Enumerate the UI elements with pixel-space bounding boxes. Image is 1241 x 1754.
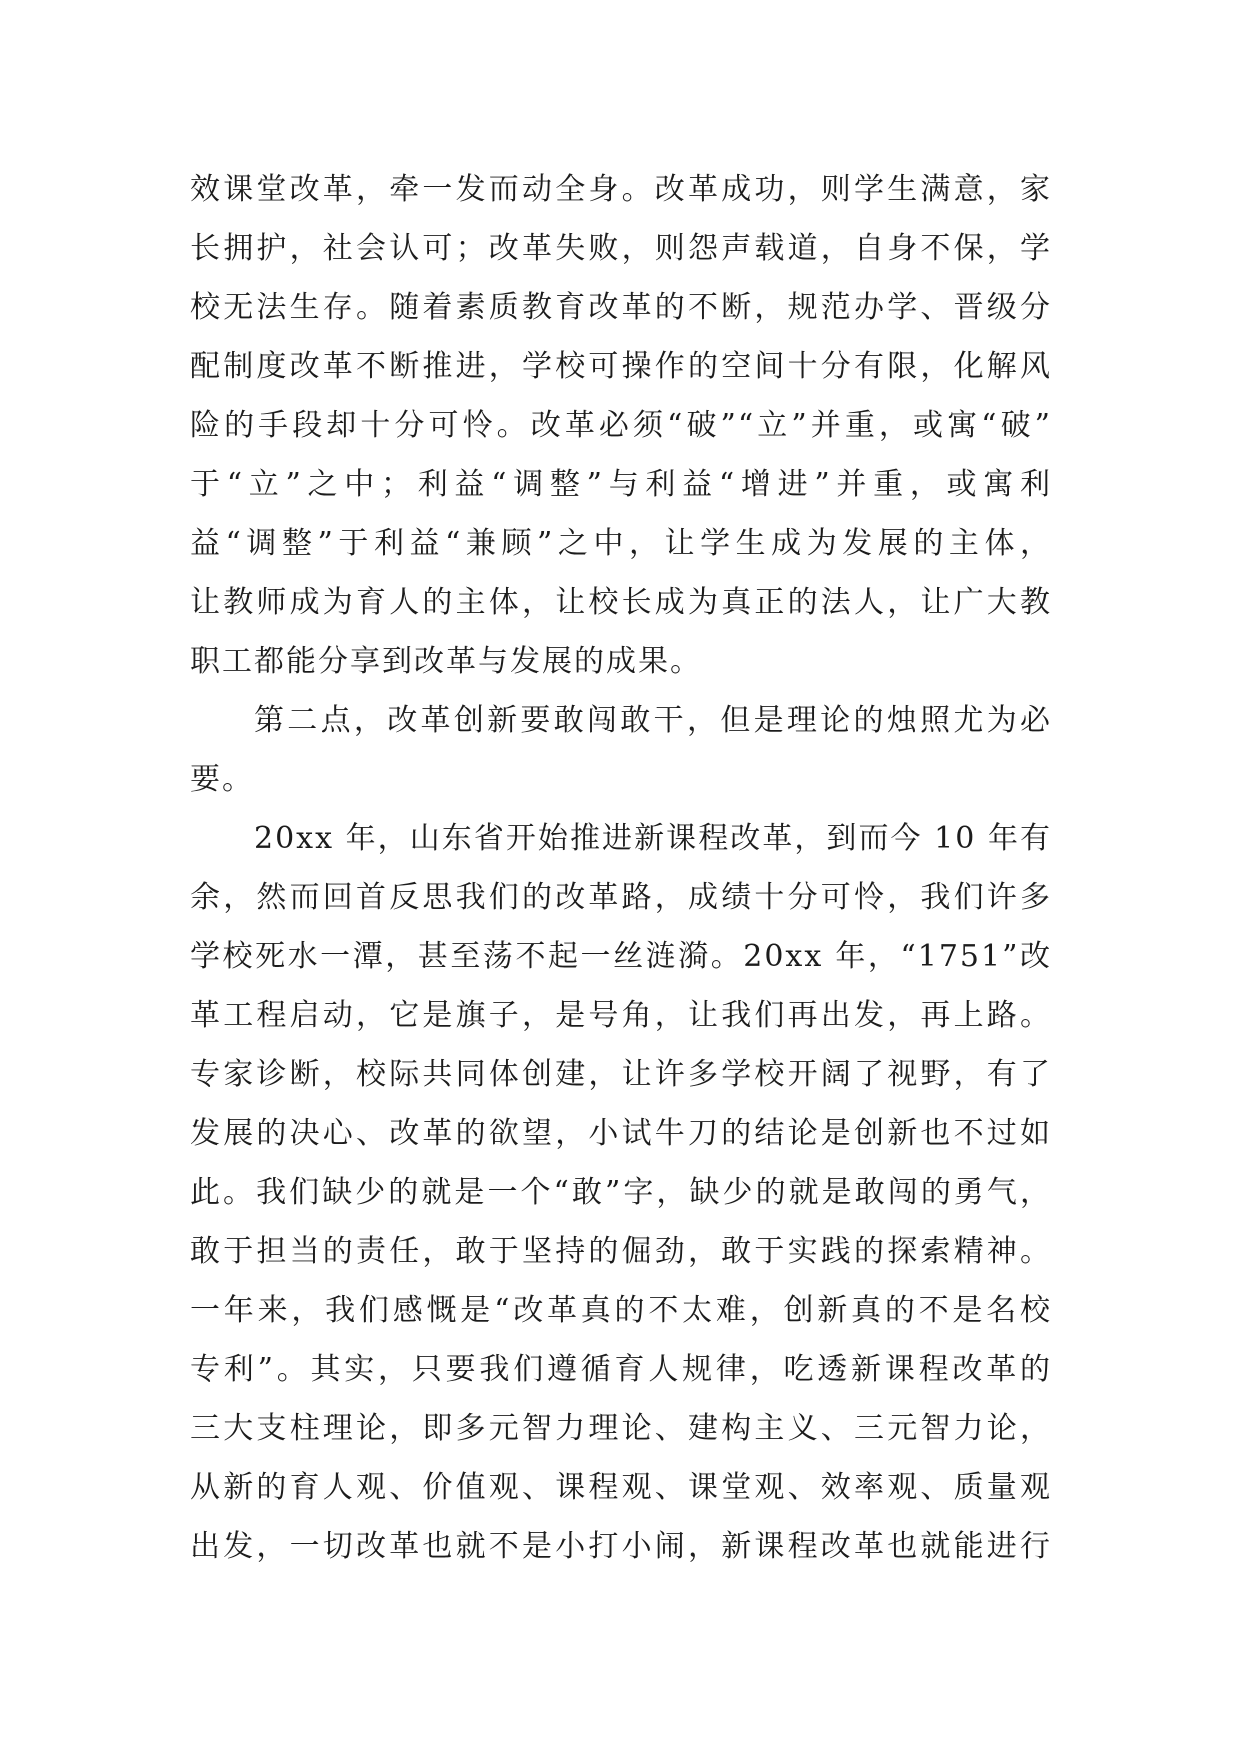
text-line: 职工都能分享到改革与发展的成果。 (190, 644, 702, 679)
text-line: 从新的育人观、价值观、课程观、课堂观、效率观、质量观 (190, 1470, 1052, 1505)
text-line: 长拥护，社会认可；改革失败，则怨声载道，自身不保，学 (190, 231, 1052, 266)
text-line: 此。我们缺少的就是一个“敢”字，缺少的就是敢闯的勇气， (190, 1175, 1052, 1210)
text-line: 出发，一切改革也就不是小打小闹，新课程改革也就能进行 (190, 1529, 1052, 1564)
text-line: 学校死水一潭，甚至荡不起一丝涟漪。20xx 年，“1751”改 (190, 939, 1052, 974)
text-line: 发展的决心、改革的欲望，小试牛刀的结论是创新也不过如 (190, 1116, 1052, 1151)
body-text (190, 160, 1052, 1576)
text-line: 革工程启动，它是旗子，是号角，让我们再出发，再上路。 (190, 998, 1052, 1033)
text-line: 专利”。其实，只要我们遵循育人规律，吃透新课程改革的 (190, 1352, 1052, 1387)
text-line: 险的手段却十分可怜。改革必须“破”“立”并重，或寓“破” (190, 408, 1052, 443)
text-line: 效课堂改革，牵一发而动全身。改革成功，则学生满意，家 (190, 172, 1052, 207)
text-line: 20xx 年，山东省开始推进新课程改革，到而今 10 年有 (254, 821, 1052, 856)
paragraph-1 (190, 160, 1052, 691)
paragraph-3 (190, 809, 1052, 1576)
text-line: 配制度改革不断推进，学校可操作的空间十分有限，化解风 (190, 349, 1052, 384)
text-line: 校无法生存。随着素质教育改革的不断，规范办学、晋级分 (190, 290, 1052, 325)
text-line: 益“调整”于利益“兼顾”之中，让学生成为发展的主体， (190, 526, 1052, 561)
text-line: 敢于担当的责任，敢于坚持的倔劲，敢于实践的探索精神。 (190, 1234, 1052, 1269)
text-line: 专家诊断，校际共同体创建，让许多学校开阔了视野，有了 (190, 1057, 1052, 1092)
text-line: 第二点，改革创新要敢闯敢干，但是理论的烛照尤为必 (254, 703, 1052, 738)
text-line: 余，然而回首反思我们的改革路，成绩十分可怜，我们许多 (190, 880, 1052, 915)
text-line: 让教师成为育人的主体，让校长成为真正的法人，让广大教 (190, 585, 1052, 620)
text-line: 于“立”之中；利益“调整”与利益“增进”并重，或寓利 (190, 467, 1052, 502)
text-line: 要。 (190, 762, 254, 797)
text-line: 一年来，我们感慨是“改革真的不太难，创新真的不是名校 (190, 1293, 1052, 1328)
paragraph-2 (190, 691, 1052, 809)
text-line: 三大支柱理论，即多元智力理论、建构主义、三元智力论， (190, 1411, 1052, 1446)
